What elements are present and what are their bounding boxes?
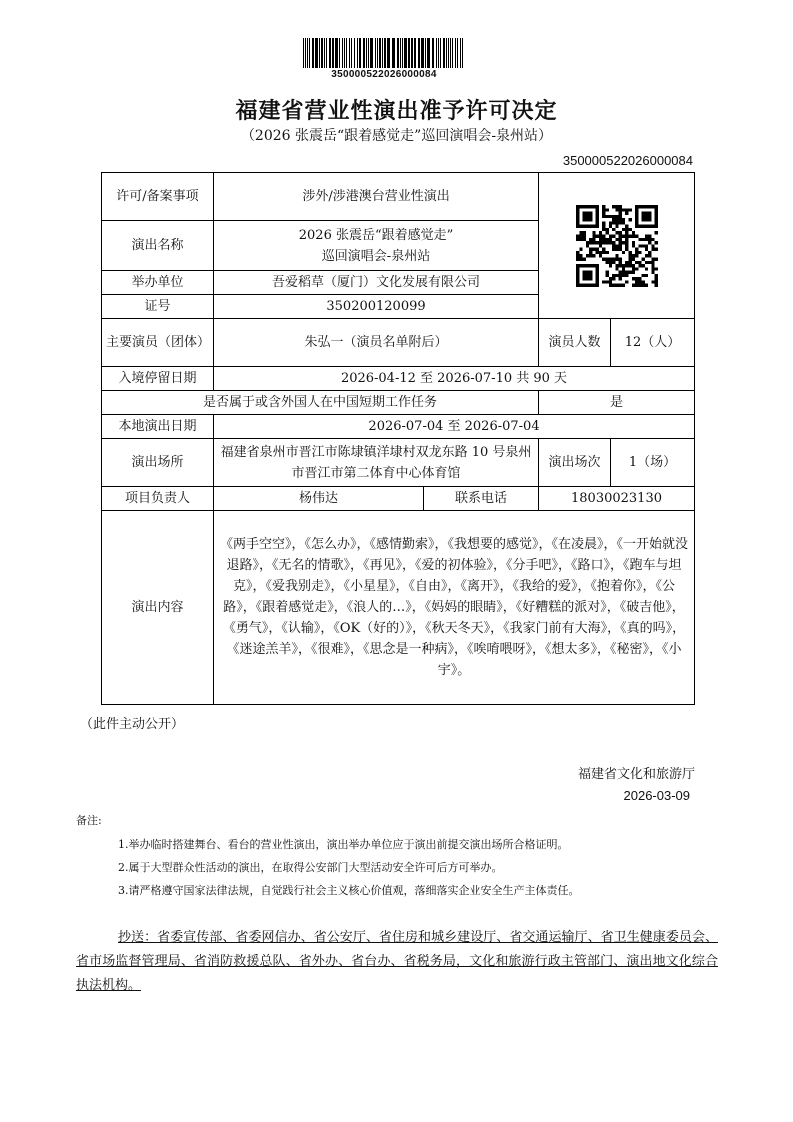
- table-row: [102, 487, 695, 511]
- shows-value: 1（场）: [611, 439, 695, 487]
- remark-item: 3.请严格遵守国家法律法规，自觉践行社会主义核心价值观，落细落实企业安全生产主体责任。: [118, 884, 580, 897]
- content-label: 演出内容: [102, 511, 214, 705]
- issue-date: 2026-03-09: [623, 788, 690, 803]
- license-type-value: 涉外/涉港澳台营业性演出: [214, 173, 539, 221]
- main-performer-value: 朱弘一（演员名单附后）: [214, 319, 539, 367]
- document-subtitle: （2026 张震岳“跟着感觉走”巡回演唱会-泉州站）: [240, 128, 553, 144]
- entry-stay-label: 入境停留日期: [102, 367, 214, 391]
- phone-value: 18030023130: [539, 487, 695, 511]
- cc-list: 抄送：省委宣传部、省委网信办、省公安厅、省住房和城乡建设厅、省交通运输厅、省卫生健康委员会、省市场监督管理局、省消防救援总队、省外办、省台办、省税务局，文化和旅游行政主管部门、演出地文化综合执法机构。: [76, 930, 718, 993]
- public-note: （此件主动公开）: [80, 717, 185, 732]
- show-name-value: 2026 张震岳“跟着感觉走” 巡回演唱会-泉州站: [214, 221, 539, 271]
- foreign-work-value: 是: [539, 391, 695, 415]
- main-performer-label: 主要演员（团体）: [102, 319, 214, 367]
- remark-item: 2.属于大型群众性活动的演出，在取得公安部门大型活动安全许可后方可举办。: [118, 861, 503, 874]
- shows-label: 演出场次: [539, 439, 611, 487]
- qr-code: [539, 173, 695, 319]
- remarks-label: 备注:: [76, 814, 102, 827]
- manager-value: 杨伟达: [214, 487, 424, 511]
- organizer-value: 吾爱稻草（厦门）文化发展有限公司: [214, 271, 539, 295]
- content-value: 《两手空空》，《怎么办》，《感情勤索》，《我想要的感觉》，《在凌晨》，《一开始就没退路》，《无名的情歌》，《再见》，《爱的初体验》，《分手吧》，《路口》，《跑车与坦克》，《爱我别走》，《小星星》，《自由》，《离开》，《我给的爱》，《抱着你》，《公路》，《跟着感觉走》，《浪人的…》，《妈妈的眼睛》，《好糟糕的派对》，《破吉他》，《勇气》，《认输》，《OK（好的）》，《秋天冬天》，《我家门前有大海》，《真的吗》，《迷途羔羊》，《很难》，《思念是一种病》，《唉唷喂呀》，《想太多》，《秘密》，《小宇》。: [214, 511, 695, 705]
- document-number: 350000522026000084: [562, 153, 693, 168]
- table-row: [102, 439, 695, 487]
- show-name-label: 演出名称: [102, 221, 214, 271]
- table-row: [102, 511, 695, 705]
- remark-item: 1.举办临时搭建舞台、看台的营业性演出，演出举办单位应于演出前提交演出场所合格证明。: [118, 838, 569, 851]
- license-type-label: 许可/备案事项: [102, 173, 214, 221]
- table-row: [102, 391, 695, 415]
- phone-label: 联系电话: [424, 487, 539, 511]
- local-date-label: 本地演出日期: [102, 415, 214, 439]
- license-no-value: 350200120099: [214, 295, 539, 319]
- entry-stay-value: 2026-04-12 至 2026-07-10 共 90 天: [214, 367, 695, 391]
- barcode-number: 350000522026000084: [331, 69, 437, 80]
- performer-count-value: 12（人）: [611, 319, 695, 367]
- manager-label: 项目负责人: [102, 487, 214, 511]
- license-no-label: 证号: [102, 295, 214, 319]
- venue-value: 福建省泉州市晋江市陈埭镇洋埭村双龙东路 10 号泉州市晋江市第二体育中心体育馆: [214, 439, 539, 487]
- table-row: [102, 173, 695, 221]
- issuer: 福建省文化和旅游厅: [577, 767, 695, 782]
- table-row: [102, 319, 695, 367]
- license-table: [101, 172, 695, 705]
- foreign-work-label: 是否属于或含外国人在中国短期工作任务: [102, 391, 539, 415]
- organizer-label: 举办单位: [102, 271, 214, 295]
- barcode: [303, 38, 465, 68]
- table-row: [102, 415, 695, 439]
- venue-label: 演出场所: [102, 439, 214, 487]
- table-row: [102, 367, 695, 391]
- local-date-value: 2026-07-04 至 2026-07-04: [214, 415, 695, 439]
- document-title: 福建省营业性演出准予许可决定: [235, 98, 558, 124]
- performer-count-label: 演员人数: [539, 319, 611, 367]
